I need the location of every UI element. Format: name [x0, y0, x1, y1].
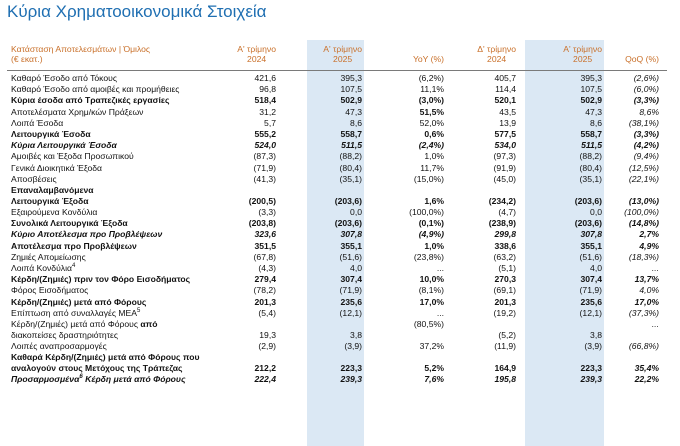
value-q4-2024: 13,9 [499, 117, 516, 128]
value-q1-2025-b: 4,0 [590, 263, 602, 273]
value-q4-2024: (69,1) [493, 285, 516, 296]
value-q1-2024: 5,7 [264, 117, 276, 128]
value-yoy: (100,0%) [409, 207, 444, 217]
value-q1-2024: 421,6 [254, 73, 276, 83]
value-q1-2025-b: 558,7 [580, 129, 602, 139]
table-row [0, 274, 680, 285]
value-q1-2025: 395,3 [340, 73, 362, 83]
value-qoq: (9,4%) [633, 151, 659, 162]
value-qoq: 22,2% [634, 374, 659, 385]
value-q1-2025: (203,6) [334, 196, 362, 206]
value-q1-2024: 279,4 [254, 274, 276, 285]
value-q1-2025: 3,8 [350, 330, 362, 340]
value-q1-2024: (78,2) [253, 285, 276, 296]
row-label: Εξαιρούμενα Κονδύλια [11, 207, 98, 217]
value-q4-2024: 534,0 [494, 140, 516, 151]
value-qoq: (18,3%) [628, 251, 659, 262]
value-qoq: 35,4% [634, 363, 659, 374]
value-q1-2025: 355,1 [340, 240, 362, 251]
value-q1-2025-b: (12,1) [579, 307, 602, 318]
row-label: Κέρδη/(Ζημιές) πριν τον Φόρο Εισοδήματος [11, 274, 191, 285]
value-q1-2024: (200,5) [248, 196, 276, 206]
value-q1-2025: 47,3 [345, 106, 362, 117]
value-q1-2024: (41,3) [253, 173, 276, 184]
row-label: Λοιπά Κονδύλια$^4$ [11, 263, 76, 273]
table-row [0, 241, 680, 252]
table-row [0, 374, 680, 385]
value-q4-2024: (45,0) [493, 173, 516, 184]
value-qoq: (3,3%) [633, 95, 659, 106]
table-row [0, 118, 680, 129]
value-q1-2025-b: (80,4) [579, 162, 602, 173]
value-q1-2024: (5,4) [258, 307, 276, 318]
row-label: Κέρδη/(Ζημιές) μετά από Φόρους [11, 296, 147, 307]
row-label: Αποτέλεσμα προ Προβλέψεων [11, 240, 137, 251]
value-yoy: (2,4%) [418, 140, 444, 151]
value-q4-2024: 43,5 [499, 106, 516, 117]
value-q1-2025-b: (203,6) [574, 196, 602, 206]
value-yoy: (4,9%) [418, 229, 444, 240]
value-q1-2025-b: 307,4 [580, 274, 602, 285]
value-q1-2025: (80,4) [339, 162, 362, 173]
value-q1-2025: 511,5 [341, 140, 362, 151]
row-label: Γενικά Διοικητικά Έξοδα [11, 162, 102, 173]
table-row [0, 84, 680, 95]
table-row [0, 285, 680, 296]
value-q1-2025: 502,9 [340, 95, 362, 106]
table-row [0, 352, 680, 374]
header-q1-2025: Α' τρίμηνο 2025 [323, 44, 362, 64]
value-q1-2025: 558,7 [340, 129, 362, 139]
value-q1-2024: (203,8) [248, 218, 276, 229]
value-q1-2025: (3,9) [344, 341, 362, 351]
header-q4-2024: Δ' τρίμηνο 2024 [477, 44, 516, 64]
value-q4-2024: (5,2) [498, 330, 516, 340]
table-row [0, 218, 680, 229]
value-yoy: 1,0% [424, 151, 444, 162]
row-label: Λοιπά Έσοδα [11, 117, 64, 128]
value-q1-2024: 96,8 [259, 84, 276, 95]
value-qoq: (12,5%) [628, 162, 659, 173]
value-q4-2024: 520,1 [494, 95, 516, 106]
value-qoq: (2,6%) [633, 73, 659, 83]
value-qoq: 2,7% [639, 229, 659, 240]
value-qoq: ... [651, 263, 659, 273]
value-qoq: (3,3%) [633, 129, 659, 139]
value-q1-2025-b: 239,3 [580, 374, 602, 385]
value-q1-2024: (67,8) [253, 251, 276, 262]
value-q1-2025: 239,3 [340, 374, 362, 385]
value-q4-2024: (19,2) [493, 307, 516, 318]
row-label: Κέρδη/(Ζημιές) μετά από Φόρους από διακοπείσες δραστηριότητες [11, 319, 158, 340]
value-yoy: 17,0% [419, 296, 444, 307]
value-q1-2025: (203,6) [334, 218, 362, 229]
value-q1-2025: (71,9) [339, 285, 362, 296]
value-q4-2024: (11,9) [494, 341, 516, 351]
table-row [0, 207, 680, 218]
row-label: Προσαρμοσμένα$^6$ Κέρδη μετά από Φόρους [11, 374, 186, 385]
value-q1-2025-b: 502,9 [580, 95, 602, 106]
value-q1-2025-b: 307,8 [580, 229, 602, 240]
value-q1-2024: 323,6 [254, 229, 276, 240]
value-yoy: ... [436, 263, 444, 273]
value-qoq: (13,0%) [628, 196, 659, 206]
value-qoq: (4,2%) [633, 140, 659, 151]
table-row [0, 151, 680, 162]
value-qoq: 4,0% [639, 285, 659, 296]
header-label: Κατάσταση Αποτελεσμάτων | Όμιλος (€ εκατ.) [11, 44, 151, 64]
row-label: Ζημιές Απομείωσης [11, 251, 86, 262]
row-label: Κύριο Αποτέλεσμα προ Προβλέψεων [11, 229, 163, 240]
value-q1-2025: (35,1) [339, 173, 362, 184]
table-row [0, 297, 680, 308]
value-q4-2024: 577,5 [494, 129, 516, 139]
header-divider [7, 70, 667, 71]
value-q1-2025-b: 47,3 [585, 106, 602, 117]
value-q1-2025-b: 8,6 [590, 117, 602, 128]
value-q1-2025: 307,4 [340, 274, 362, 285]
table-row [0, 107, 680, 118]
row-label: Συνολικά Λειτουργικά Έξοδα [11, 218, 128, 229]
value-qoq: (38,1%) [628, 117, 659, 128]
value-q1-2025: 107,5 [340, 84, 362, 95]
value-qoq: (22,1%) [628, 173, 659, 184]
value-q4-2024: 270,3 [494, 274, 516, 285]
value-q4-2024: (97,3) [493, 151, 516, 162]
value-yoy: 7,6% [424, 374, 444, 385]
value-q1-2025-b: (3,9) [584, 341, 602, 351]
value-q4-2024: 299,8 [494, 229, 516, 240]
value-q1-2025-b: (51,6) [579, 251, 602, 262]
table-row [0, 308, 680, 319]
row-label: Επαναλαμβανόμενα Λειτουργικά Έξοδα [11, 185, 94, 206]
row-label: Αποσβέσεις [11, 173, 57, 184]
value-q1-2024: 201,3 [254, 296, 276, 307]
value-yoy: (6,2%) [418, 73, 444, 83]
value-q1-2025: 0,0 [350, 207, 362, 217]
value-yoy: (23,8%) [413, 251, 444, 262]
value-q1-2024: 222,4 [254, 374, 276, 385]
header-q1-2025-b: Α' τρίμηνο 2025 [563, 44, 602, 64]
value-q1-2025-b: 3,8 [590, 330, 602, 340]
row-label: Καθαρό Έσοδο από αμοιβές και προμήθειες [11, 84, 180, 95]
table-row [0, 73, 680, 84]
value-yoy: 11,1% [420, 84, 444, 95]
row-label: Καθαρά Κέρδη/(Ζημιές) μετά από Φόρους που αναλογούν στους Μετόχους της Τράπεζας [11, 352, 200, 374]
table-row [0, 140, 680, 151]
value-yoy: 52,0% [419, 117, 444, 128]
row-label: Επίπτωση από συναλλαγές ΜΕΑ$^5$ [11, 307, 141, 318]
value-q1-2024: 351,5 [254, 240, 276, 251]
value-qoq: ... [651, 319, 659, 329]
table-row [0, 252, 680, 263]
value-q1-2025-b: (35,1) [579, 173, 602, 184]
value-q1-2025: 307,8 [340, 229, 362, 240]
table-row [0, 163, 680, 174]
header-yoy: YoY (%) [412, 54, 444, 64]
value-q1-2025: 223,3 [340, 363, 362, 374]
value-q1-2025: (88,2) [339, 151, 362, 162]
value-q1-2025-b: 235,6 [580, 296, 602, 307]
table-header [0, 44, 680, 70]
value-q4-2024: (63,2) [493, 251, 516, 262]
value-q1-2025-b: (88,2) [579, 151, 602, 162]
row-label: Καθαρό Έσοδο από Τόκους [11, 73, 117, 83]
value-q4-2024: 201,3 [494, 296, 516, 307]
table-row [0, 95, 680, 106]
value-yoy: (3,0%) [418, 95, 444, 106]
value-q4-2024: 338,6 [494, 240, 516, 251]
value-yoy: 10,0% [419, 274, 444, 285]
value-q1-2024: 524,0 [254, 140, 276, 151]
table-row [0, 319, 680, 341]
table-row [0, 229, 680, 240]
value-yoy: (15,0%) [413, 173, 444, 184]
row-label: Φόρος Εισοδήματος [11, 285, 89, 296]
value-q1-2024: (71,9) [253, 162, 276, 173]
value-q4-2024: (4,7) [498, 207, 516, 217]
value-yoy: 51,5% [419, 106, 444, 117]
value-q4-2024: 405,7 [494, 73, 516, 83]
value-qoq: 17,0% [634, 296, 659, 307]
value-yoy: (8,1%) [418, 285, 444, 296]
value-qoq: 4,9% [639, 240, 659, 251]
value-q1-2025-b: 355,1 [580, 240, 602, 251]
value-q1-2025-b: (71,9) [579, 285, 602, 296]
value-yoy: 5,2% [424, 363, 444, 374]
value-q1-2025-b: 223,3 [580, 363, 602, 374]
header-qoq: QoQ (%) [625, 54, 659, 64]
row-label: Αποτελέσματα Χρημ/κών Πράξεων [11, 106, 144, 117]
value-q1-2024: 19,3 [259, 330, 276, 340]
value-qoq: 8,6% [639, 106, 659, 117]
value-qoq: (66,8%) [628, 341, 659, 351]
row-label: Κύρια Λειτουργικά Έσοδα [11, 140, 117, 151]
page-title: Κύρια Χρηματοοικονομικά Στοιχεία [7, 2, 267, 21]
value-q1-2025: (12,1) [339, 307, 362, 318]
header-q1-2024: Α' τρίμηνο 2024 [237, 44, 276, 64]
value-q1-2025: (51,6) [339, 251, 362, 262]
value-qoq: (37,3%) [628, 307, 659, 318]
value-yoy: ... [436, 307, 444, 318]
row-label: Λειτουργικά Έσοδα [11, 129, 91, 139]
value-q1-2025-b: 511,5 [581, 140, 602, 151]
row-label: Κύρια έσοδα από Τραπεζικές εργασίες [11, 95, 170, 106]
value-yoy: 1,6% [424, 196, 444, 206]
table-row [0, 263, 680, 274]
value-q1-2024: (4,3) [258, 263, 276, 273]
value-qoq: (100,0%) [624, 207, 659, 217]
value-q4-2024: 164,9 [494, 363, 516, 374]
row-label: Αμοιβές και Έξοδα Προσωπικού [11, 151, 134, 162]
value-yoy: (0,1%) [418, 218, 444, 229]
value-qoq: 13,7% [634, 274, 659, 285]
value-yoy: 11,7% [420, 162, 444, 173]
value-qoq: (14,8%) [628, 218, 659, 229]
row-label: Λοιπές αναπροσαρμογές [11, 341, 107, 351]
value-q1-2024: 555,2 [254, 129, 276, 139]
value-q1-2025-b: 107,5 [580, 84, 602, 95]
value-q4-2024: (5,1) [498, 263, 516, 273]
value-q1-2025: 4,0 [350, 263, 362, 273]
value-q1-2025-b: 0,0 [590, 207, 602, 217]
value-q1-2025: 8,6 [350, 117, 362, 128]
value-qoq: (6,0%) [633, 84, 659, 95]
table-row [0, 185, 680, 207]
value-q1-2024: (2,9) [258, 341, 276, 351]
value-q4-2024: (238,9) [488, 218, 516, 229]
table-row [0, 174, 680, 185]
value-q1-2024: 518,4 [254, 95, 276, 106]
value-q4-2024: 195,8 [494, 374, 516, 385]
value-q1-2024: (3,3) [258, 207, 276, 217]
table-row [0, 129, 680, 140]
value-q1-2025: 235,6 [340, 296, 362, 307]
value-q1-2024: (87,3) [253, 151, 276, 162]
table-row [0, 341, 680, 352]
value-q1-2025-b: (203,6) [574, 218, 602, 229]
value-yoy: 0,6% [424, 129, 444, 139]
value-q4-2024: 114,4 [495, 84, 516, 95]
value-yoy: 1,0% [424, 240, 444, 251]
value-q4-2024: (234,2) [488, 196, 516, 206]
value-q1-2024: 212,2 [254, 363, 276, 374]
value-yoy: 37,2% [419, 341, 444, 351]
value-q1-2025-b: 395,3 [580, 73, 602, 83]
value-q4-2024: (91,9) [493, 162, 516, 173]
value-yoy: (80,5%) [413, 319, 444, 329]
value-q1-2024: 31,2 [259, 106, 276, 117]
